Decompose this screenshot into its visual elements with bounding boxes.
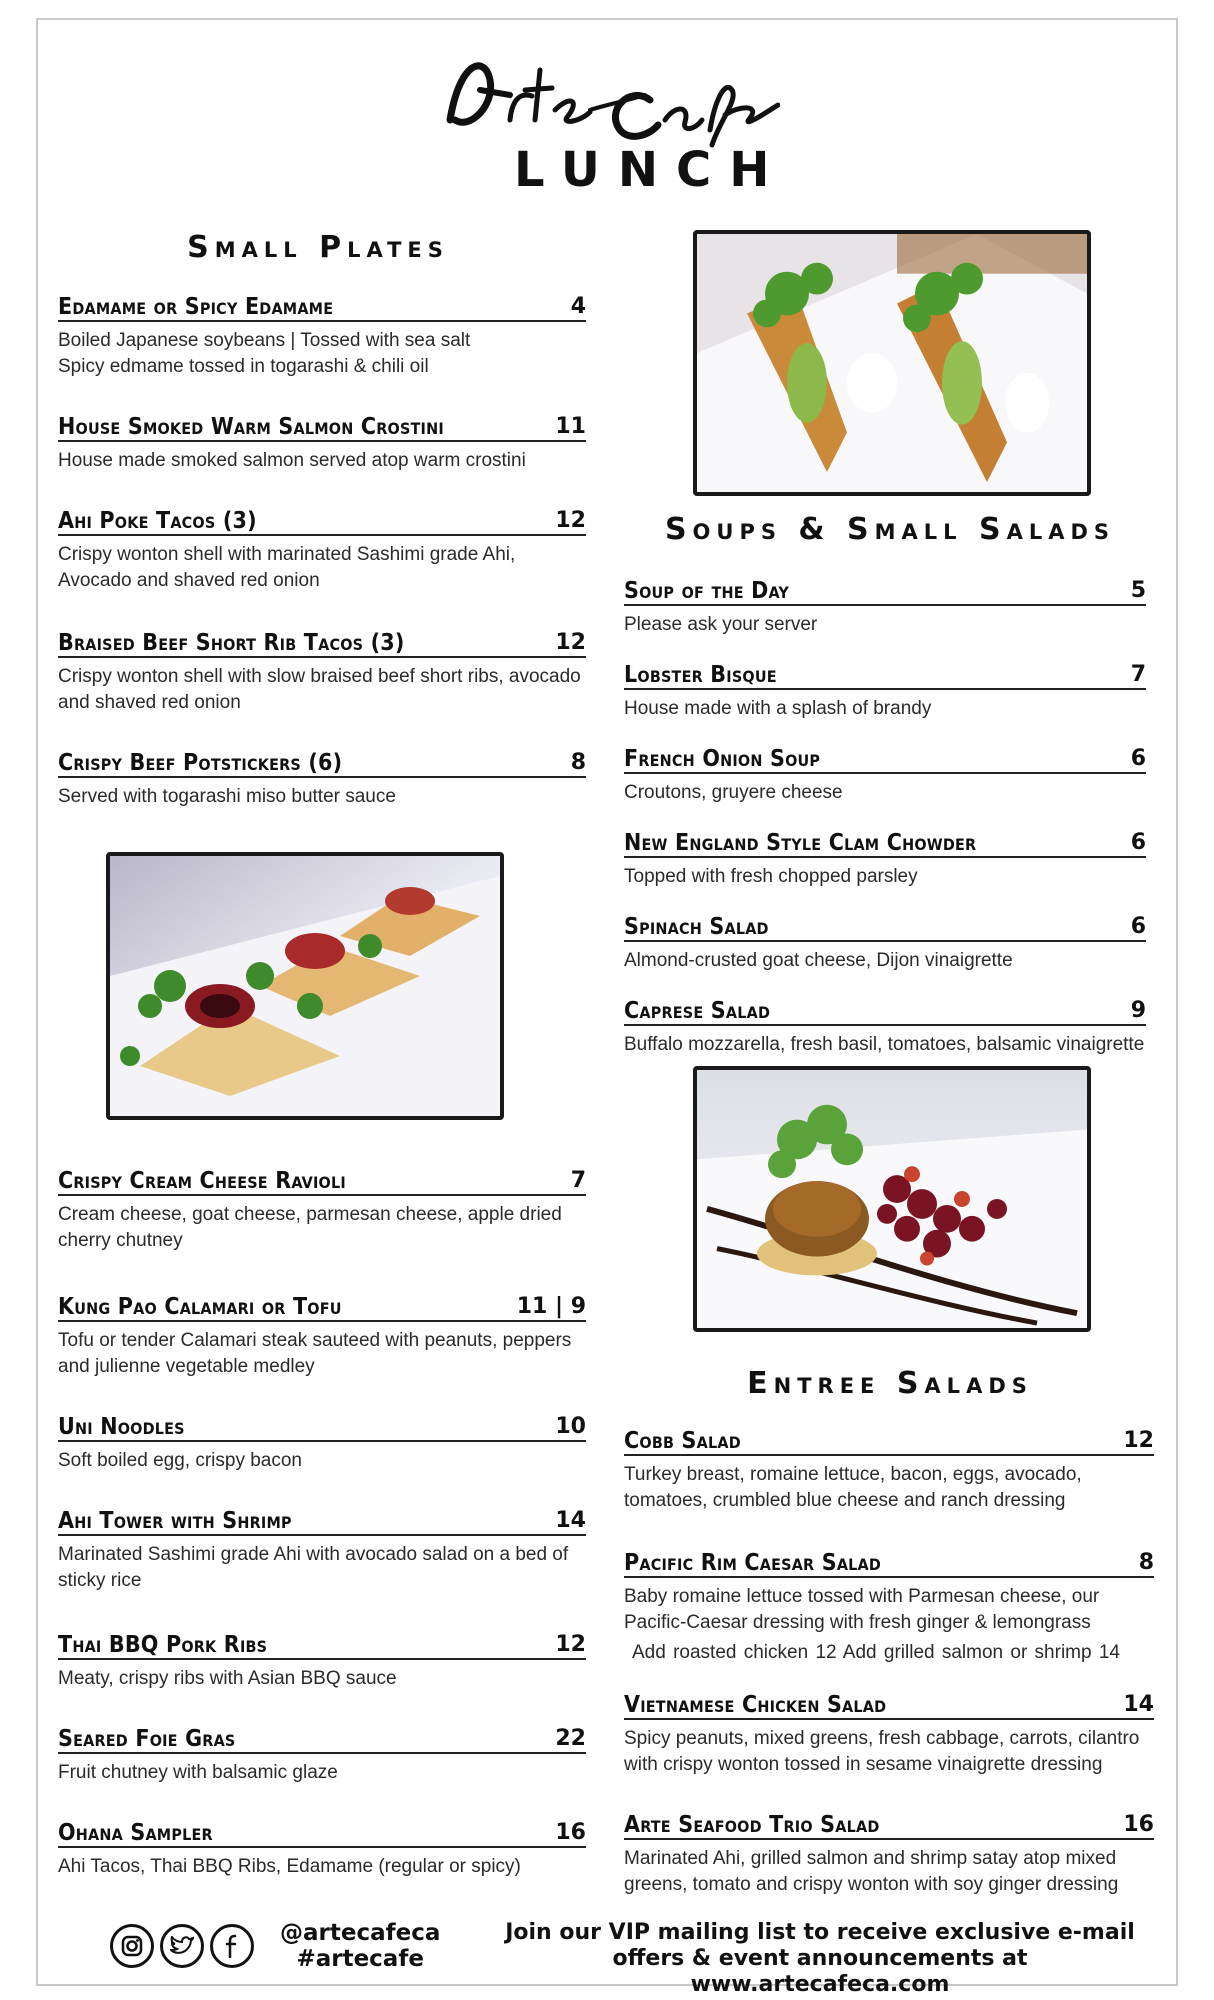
menu-title: LUNCH (514, 142, 788, 198)
vip-mailing-text (500, 1920, 1140, 1998)
menu-item-header (624, 574, 1146, 606)
menu-item (624, 658, 1146, 722)
menu-item (58, 1628, 586, 1692)
menu-item-price: 11 (555, 414, 586, 439)
footer (110, 1920, 1140, 1997)
menu-item-price: 12 (555, 508, 586, 533)
menu-item-name: Cobb Salad (624, 1428, 741, 1454)
potstickers-photo (106, 852, 504, 1120)
arte-cafe-logo (440, 40, 780, 150)
menu-item-price: 7 (570, 1168, 586, 1193)
menu-item-price: 6 (1130, 830, 1146, 855)
section-heading-soups-small-salads: Soups & Small Salads (664, 512, 1116, 547)
menu-item (624, 1688, 1154, 1778)
menu-item (58, 746, 586, 810)
menu-item-name: Caprese Salad (624, 998, 771, 1024)
menu-item (624, 1808, 1154, 1898)
menu-item-name: Soup of the Day (624, 578, 789, 604)
menu-item-description: Marinated Ahi, grilled salmon and shrimp satay atop mixed greens, tomato and crispy wonton with soy ginger dressing (624, 1848, 1119, 1895)
menu-item-header (624, 826, 1146, 858)
menu-item-description: Buffalo mozzarella, fresh basil, tomatoes, balsamic vinaigrette (624, 1034, 1145, 1055)
menu-item-price: 12 (555, 630, 586, 655)
menu-item (624, 910, 1146, 974)
vip-line-1: Join our VIP mailing list to receive exclusive e-mail (505, 1920, 1135, 1945)
menu-item-header (58, 504, 586, 536)
menu-item-description: Turkey breast, romaine lettuce, bacon, eggs, avocado, tomatoes, crumbled blue cheese and ranch dressing (624, 1464, 1082, 1511)
menu-item-header (58, 1164, 586, 1196)
hashtag: #artecafe (296, 1946, 424, 1972)
menu-item-name: Kung Pao Calamari or Tofu (58, 1294, 342, 1320)
menu-item-price: 8 (570, 750, 586, 775)
menu-item-header (624, 1688, 1154, 1720)
menu-item-description: Almond-crusted goat cheese, Dijon vinaigrette (624, 950, 1013, 971)
menu-item (624, 994, 1146, 1058)
menu-item-price: 6 (1130, 914, 1146, 939)
menu-item (624, 826, 1146, 890)
menu-item-description: Ahi Tacos, Thai BBQ Ribs, Edamame (regular or spicy) (58, 1856, 521, 1877)
menu-item-price: 14 (555, 1508, 586, 1533)
menu-item-price: 16 (555, 1820, 586, 1845)
menu-item-name: Ahi Tower with Shrimp (58, 1508, 292, 1534)
menu-item-description: Tofu or tender Calamari steak sauteed with peanuts, peppers and julienne vegetable medley (58, 1330, 572, 1377)
menu-item-name: Crispy Beef Potstickers (6) (58, 750, 343, 776)
vip-line-2: offers & event announcements at www.artecafeca.com (612, 1946, 1028, 1997)
menu-item-name: Ohana Sampler (58, 1820, 213, 1846)
menu-item-description: Baby romaine lettuce tossed with Parmesan cheese, our Pacific-Caesar dressing with fresh ginger & lemongrass (624, 1586, 1100, 1633)
menu-item-price: 22 (555, 1726, 586, 1751)
menu-item-header (624, 1546, 1154, 1578)
menu-item (624, 1424, 1154, 1514)
menu-item-description: Fruit chutney with balsamic glaze (58, 1762, 338, 1783)
menu-item-header (624, 994, 1146, 1026)
menu-item-name: Thai BBQ Pork Ribs (58, 1632, 268, 1658)
menu-item-description: House made with a splash of brandy (624, 698, 932, 719)
social-icons (110, 1924, 254, 1968)
menu-item (624, 742, 1146, 806)
section-heading-entree-salads: Entree Salads (747, 1366, 1033, 1401)
menu-item-price: 9 (1130, 998, 1146, 1023)
menu-item-description: Soft boiled egg, crispy bacon (58, 1450, 302, 1471)
menu-item-header (624, 658, 1146, 690)
menu-item-price: 8 (1138, 1550, 1154, 1575)
menu-item-addons: Add roasted chicken 12 Add grilled salmon or shrimp 14 (632, 1642, 1120, 1663)
menu-item-price: 6 (1130, 746, 1146, 771)
menu-item-description: Served with togarashi miso butter sauce (58, 786, 396, 807)
menu-item (58, 1722, 586, 1786)
menu-item-description: Meaty, crispy ribs with Asian BBQ sauce (58, 1668, 397, 1689)
menu-item-price: 12 (555, 1632, 586, 1657)
menu-item-description: Boiled Japanese soybeans | Tossed with sea salt Spicy edmame tossed in togarashi & chili oil (58, 330, 471, 377)
menu-item-price: 5 (1130, 578, 1146, 603)
menu-item-name: Ahi Poke Tacos (3) (58, 508, 257, 534)
facebook-icon[interactable] (210, 1924, 254, 1968)
menu-item-description: House made smoked salmon served atop warm crostini (58, 450, 526, 471)
menu-item (58, 1410, 586, 1474)
menu-item-header (624, 1424, 1154, 1456)
menu-item-header (58, 290, 586, 322)
menu-item (624, 1546, 1154, 1666)
menu-item-name: Braised Beef Short Rib Tacos (3) (58, 630, 405, 656)
menu-item (58, 1504, 586, 1594)
menu-item-name: French Onion Soup (624, 746, 821, 772)
foie-gras-photo (693, 1066, 1091, 1332)
menu-item-header (58, 1290, 586, 1322)
menu-item (58, 626, 586, 716)
social-handles (280, 1920, 440, 1972)
menu-item (58, 1816, 586, 1880)
menu-item (58, 410, 586, 474)
menu-item (58, 504, 586, 594)
menu-item-name: Spinach Salad (624, 914, 769, 940)
menu-item-header (58, 1816, 586, 1848)
menu-item-header (58, 1410, 586, 1442)
menu-item-price: 16 (1123, 1812, 1154, 1837)
menu-item (58, 1164, 586, 1254)
menu-item (58, 1290, 586, 1380)
menu-item-name: Crispy Cream Cheese Ravioli (58, 1168, 346, 1194)
instagram-icon[interactable] (110, 1924, 154, 1968)
menu-item-price: 12 (1123, 1428, 1154, 1453)
menu-item-price: 4 (570, 294, 586, 319)
menu-item-price: 10 (555, 1414, 586, 1439)
menu-item-price: 14 (1123, 1692, 1154, 1717)
instagram-handle[interactable]: @artecafeca (280, 1920, 441, 1946)
menu-item-header (58, 1504, 586, 1536)
menu-item-name: Vietnamese Chicken Salad (624, 1692, 887, 1718)
menu-item-name: Edamame or Spicy Edamame (58, 294, 334, 320)
menu-item (58, 290, 586, 380)
menu-item-description: Topped with fresh chopped parsley (624, 866, 918, 887)
menu-item (624, 574, 1146, 638)
menu-item-description: Crispy wonton shell with marinated Sashimi grade Ahi, Avocado and shaved red onion (58, 544, 516, 591)
poke-tacos-photo (693, 230, 1091, 496)
menu-item-header (624, 742, 1146, 774)
menu-item-header (624, 1808, 1154, 1840)
menu-item-header (58, 1628, 586, 1660)
menu-item-price: 7 (1130, 662, 1146, 687)
menu-item-name: Arte Seafood Trio Salad (624, 1812, 880, 1838)
menu-item-name: Uni Noodles (58, 1414, 185, 1440)
section-heading-small-plates: Small Plates (187, 230, 449, 265)
menu-item-description: Croutons, gruyere cheese (624, 782, 843, 803)
menu-item-description: Please ask your server (624, 614, 818, 635)
menu-item-name: Pacific Rim Caesar Salad (624, 1550, 882, 1576)
menu-item-name: House Smoked Warm Salmon Crostini (58, 414, 444, 440)
menu-item-header (624, 910, 1146, 942)
menu-item-header (58, 626, 586, 658)
menu-item-price: 11 | 9 (516, 1294, 586, 1319)
menu-item-name: New England Style Clam Chowder (624, 830, 977, 856)
menu-item-description: Marinated Sashimi grade Ahi with avocado salad on a bed of sticky rice (58, 1544, 569, 1591)
menu-item-header (58, 746, 586, 778)
menu-item-description: Crispy wonton shell with slow braised beef short ribs, avocado and shaved red onion (58, 666, 581, 713)
menu-item-description: Spicy peanuts, mixed greens, fresh cabbage, carrots, cilantro with crispy wonton tossed in sesame vinaigrette dressing (624, 1728, 1140, 1775)
menu-item-name: Lobster Bisque (624, 662, 777, 688)
menu-item-header (58, 410, 586, 442)
menu-item-header (58, 1722, 586, 1754)
menu-item-name: Seared Foie Gras (58, 1726, 236, 1752)
twitter-icon[interactable] (160, 1924, 204, 1968)
menu-item-description: Cream cheese, goat cheese, parmesan cheese, apple dried cherry chutney (58, 1204, 562, 1251)
logo-script-graphic (440, 50, 780, 150)
